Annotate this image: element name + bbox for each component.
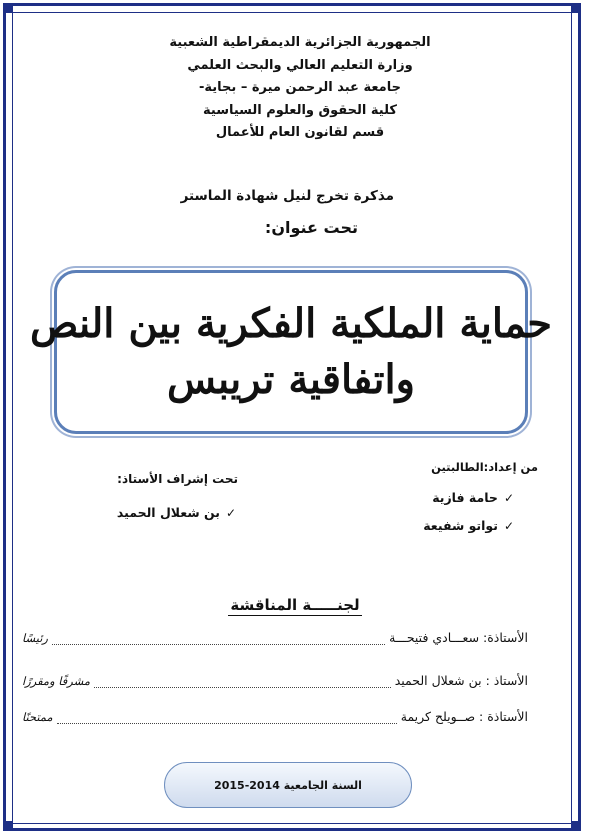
header-university: جامعة عبد الرحمن ميرة – بجاية-	[199, 80, 401, 95]
header-department: قسم لقانون العام للأعمال	[215, 125, 385, 140]
dotted-leader	[57, 713, 397, 724]
memo-subtitle: مذكرة تخرج لنيل شهادة الماستر	[180, 188, 394, 204]
dotted-leader	[94, 677, 391, 688]
student-2	[423, 518, 514, 533]
supervisor-name: بن شعلال الحميد	[116, 505, 220, 520]
committee-member-president	[22, 630, 528, 648]
header-ministry: وزارة التعليم العالي والبحث العلمي	[187, 57, 413, 73]
committee-member-examiner	[22, 709, 528, 727]
member-role: مشرفًا ومقررًا	[22, 674, 91, 688]
member-name: الأستاذ : بن شعلال الحميد	[394, 673, 528, 688]
thesis-title-line-2: واتفاقية تريبس	[167, 356, 415, 403]
student-1-name: حامة فازية	[432, 490, 498, 505]
header-faculty: كلية الحقوق والعلوم السياسية	[203, 102, 397, 118]
academic-year-text: السنة الجامعية 2014-2015	[214, 778, 362, 792]
thesis-title-line-1: حماية الملكية الفكرية بين النص	[30, 300, 552, 347]
check-icon: ✓	[225, 506, 236, 520]
institution-header	[130, 32, 470, 145]
under-title-label: تحت عنوان:	[264, 218, 358, 237]
committee-title-text: لجنـــــة المناقشة	[230, 596, 360, 614]
supervision-label: تحت إشراف الأستاذ:	[117, 472, 238, 486]
border-corner-bottom-right	[571, 821, 581, 831]
prepared-by-label: من إعداد:الطالبتين	[431, 460, 538, 474]
member-name: الأستاذة : صــويلح كريمة	[400, 709, 528, 724]
dotted-leader	[52, 634, 385, 645]
committee-title	[0, 596, 590, 616]
supervisor	[117, 505, 236, 520]
border-corner-bottom-left	[3, 821, 13, 831]
member-name: الأستاذة: سعـــادي فتيحـــة	[389, 630, 528, 645]
thesis-title-box	[30, 270, 552, 434]
committee-member-supervisor	[22, 673, 528, 691]
check-icon: ✓	[503, 491, 514, 505]
border-corner-top-right	[571, 3, 581, 13]
member-role: ممتحنًا	[22, 710, 53, 724]
check-icon: ✓	[503, 519, 514, 533]
student-1	[432, 490, 514, 505]
border-corner-top-left	[3, 3, 13, 13]
member-role: رئيسًا	[22, 631, 48, 645]
header-republic: الجمهورية الجزائرية الديمقراطية الشعبية	[169, 35, 431, 50]
student-2-name: تواتو شفيعة	[423, 518, 498, 533]
academic-year-box	[164, 762, 412, 808]
